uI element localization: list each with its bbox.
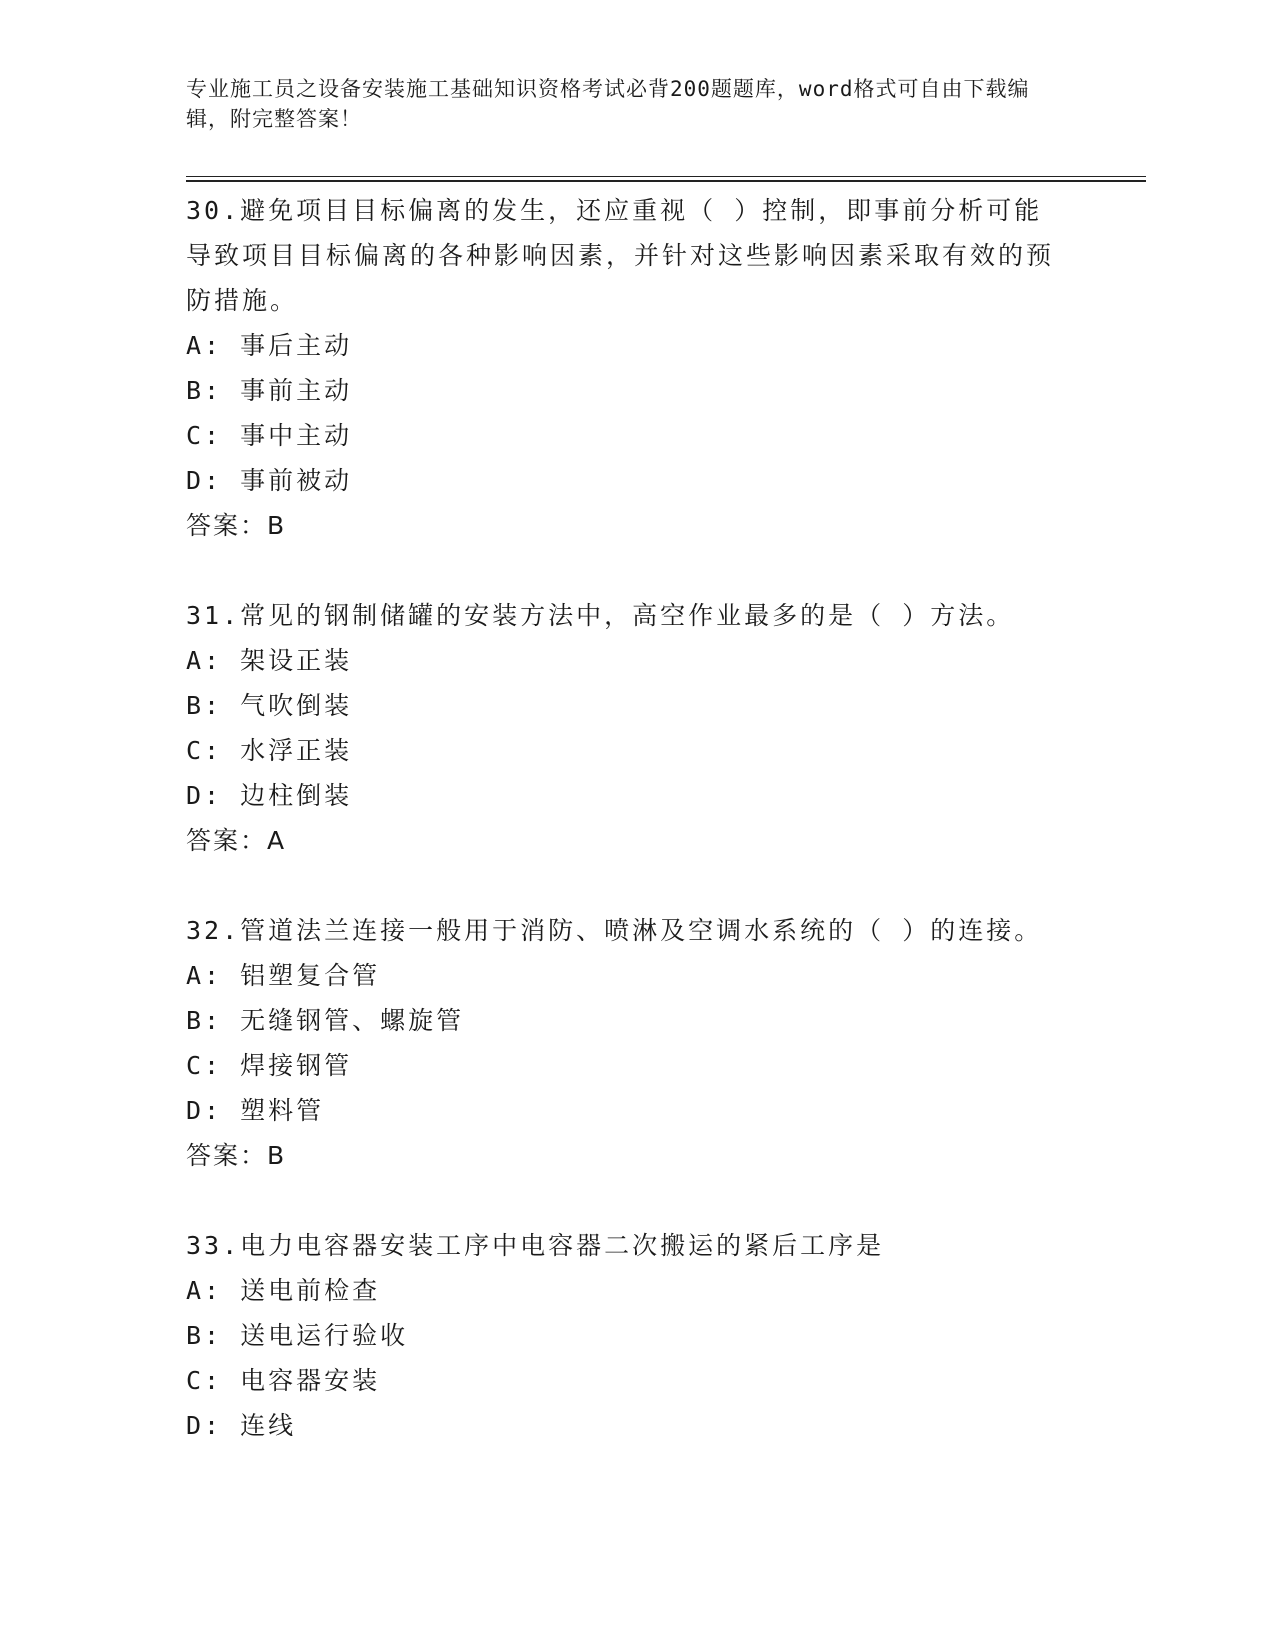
question-text: 33.电力电容器安装工序中电容器二次搬运的紧后工序是 [186, 1231, 885, 1260]
option-b: B: 气吹倒装 [186, 691, 353, 720]
answer-line: 答案：B [186, 1141, 287, 1170]
document-header: 专业施工员之设备安装施工基础知识资格考试必背200题题库，word格式可自由下载编辑，附完整答案！ [186, 77, 1030, 131]
question-item [186, 593, 1066, 863]
option-b: B: 事前主动 [186, 376, 353, 405]
question-text: 31.常见的钢制储罐的安装方法中，高空作业最多的是（ ）方法。 [186, 601, 1015, 630]
option-a: A: 架设正装 [186, 646, 353, 675]
option-c: C: 电容器安装 [186, 1366, 381, 1395]
answer-line: 答案：A [186, 826, 287, 855]
option-a: A: 送电前检查 [186, 1276, 381, 1305]
question-text: 30.避免项目目标偏离的发生，还应重视（ ）控制，即事前分析可能导致项目目标偏离的各种影响因素，并针对这些影响因素采取有效的预防措施。 [186, 196, 1055, 315]
option-d: D: 连线 [186, 1411, 297, 1440]
option-d: D: 边柱倒装 [186, 781, 353, 810]
question-item [186, 188, 1066, 548]
option-c: C: 事中主动 [186, 421, 353, 450]
question-item [186, 908, 1066, 1178]
header-divider-thick [186, 180, 1146, 182]
option-a: A: 铝塑复合管 [186, 961, 381, 990]
question-item [186, 1223, 1066, 1448]
option-c: C: 焊接钢管 [186, 1051, 353, 1080]
question-text: 32.管道法兰连接一般用于消防、喷淋及空调水系统的（ ）的连接。 [186, 916, 1043, 945]
option-c: C: 水浮正装 [186, 736, 353, 765]
header-divider-thin [186, 176, 1146, 177]
option-d: D: 塑料管 [186, 1096, 325, 1125]
option-b: B: 无缝钢管、螺旋管 [186, 1006, 465, 1035]
option-b: B: 送电运行验收 [186, 1321, 409, 1350]
question-list [186, 188, 1066, 1493]
option-a: A: 事后主动 [186, 331, 353, 360]
option-d: D: 事前被动 [186, 466, 353, 495]
answer-line: 答案：B [186, 511, 287, 540]
